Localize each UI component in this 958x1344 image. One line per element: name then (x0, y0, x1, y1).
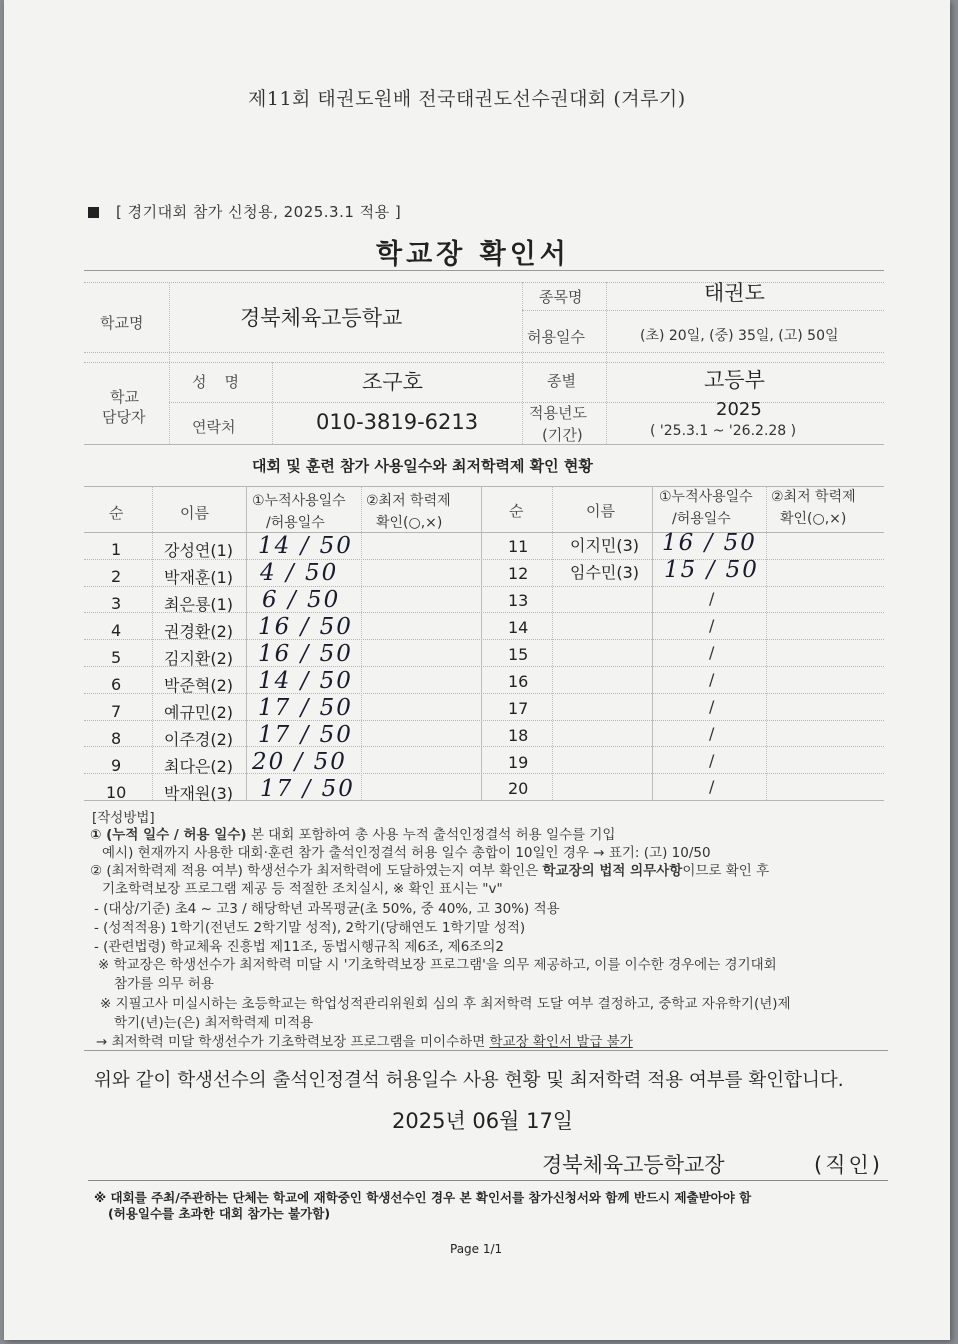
sport-value: 태권도 (704, 281, 765, 305)
row-number: 6 (111, 675, 122, 694)
header-no: 순 (109, 504, 124, 522)
document-page (4, 0, 950, 1340)
days-cell: / (709, 616, 715, 635)
guide-line: ② (최저학력제 적용 여부) 학생선수가 최저학력에 도달하였는지 여부 확인은 학교장의 법적 의무사항이므로 확인 후 (90, 863, 770, 879)
year-label: 적용년도 (529, 404, 587, 422)
seal-placeholder: (직인) (814, 1153, 883, 1177)
allowed-days-value: (초) 20일, (중) 35일, (고) 50일 (640, 328, 839, 344)
guide-line: - (성적적용) 1학기(전년도 2학기말 성적), 2학기(당해연도 1학기말 성적) (94, 920, 526, 936)
days-cell: / (709, 697, 715, 716)
guide-line: - (대상/기준) 초4 ~ 고3 / 해당학년 과목평균(초 50%, 중 40%, 고 30%) 적용 (94, 901, 560, 917)
row-number: 19 (508, 753, 529, 772)
guide-line: 기초학력보장 프로그램 제공 등 적절한 조치실시, ※ 확인 표시는 "v" (102, 881, 503, 897)
square-bullet-icon (88, 207, 99, 218)
table-rule (652, 486, 653, 800)
sport-label: 종목명 (539, 288, 583, 306)
table-rule (272, 362, 273, 444)
guide-line: 참가를 의무 허용 (114, 976, 214, 992)
row-number: 9 (111, 756, 122, 775)
section-divider (88, 1180, 888, 1181)
row-number: 10 (106, 783, 127, 802)
row-number: 16 (508, 672, 529, 691)
table-rule (84, 532, 884, 533)
handwritten-days: 16 / 50 (258, 641, 353, 667)
handwritten-days: 14 / 50 (258, 668, 353, 694)
header-check-line1: ②최저 학력제 (366, 493, 451, 509)
manager-label-line1: 학교 (110, 388, 139, 406)
school-name-value: 경북체육고등학교 (240, 306, 403, 330)
row-number: 1 (111, 540, 122, 559)
table-rule (84, 352, 884, 353)
handwritten-days: 20 / 50 (252, 749, 347, 775)
guide-heading: [작성방법] (92, 810, 155, 826)
guide-line: ※ 지필고사 미실시하는 초등학교는 학업성적관리위원회 심의 후 최저학력 도달 여부 결정하고, 중학교 자유학기(년)제 (100, 996, 791, 1012)
handwritten-days: 16 / 50 (258, 614, 353, 640)
handwritten-days: 16 / 50 (662, 530, 757, 556)
student-name: 최은룡(1) (164, 595, 234, 614)
footnote-line1: ※ 대회를 주최/주관하는 단체는 학교에 재학중인 학생선수인 경우 본 확인서를 참가신청서와 함께 반드시 제출받아야 함 (94, 1190, 752, 1205)
days-cell: / (709, 589, 715, 608)
guide-line: → 최저학력 미달 학생선수가 기초학력보장 프로그램을 미이수하면 학교장 확인서 발급 불가 (96, 1034, 633, 1050)
contact-label: 연락처 (192, 418, 236, 436)
header-check-right-line2: 확인(○,×) (780, 511, 847, 527)
row-number: 13 (508, 591, 529, 610)
student-name: 최다은(2) (164, 757, 234, 776)
row-number: 5 (111, 648, 122, 667)
guide-line: 학기(년)는(은) 최저학력제 미적용 (114, 1015, 314, 1031)
header-days-line2: /허용일수 (266, 515, 325, 531)
row-number: 17 (508, 699, 529, 718)
row-number: 7 (111, 702, 122, 721)
table-rule (84, 270, 884, 271)
table-rule (766, 486, 767, 800)
allowed-days-label: 허용일수 (527, 328, 585, 346)
header-days-right-line1: ①누적사용일수 (659, 489, 753, 505)
event-title: 제11회 태권도원배 전국태권도선수권대회 (겨루기) (248, 88, 686, 110)
header-check-line2: 확인(○,×) (376, 515, 443, 531)
row-number: 12 (508, 564, 529, 583)
row-number: 3 (111, 594, 122, 613)
student-name: 예규민(2) (164, 703, 234, 722)
manager-label-line2: 담당자 (102, 408, 146, 426)
division-value: 고등부 (704, 368, 765, 392)
student-name: 박준혁(2) (164, 676, 234, 695)
student-name: 임수민(3) (570, 563, 640, 582)
form-usage-note: [ 경기대회 참가 신청용, 2025.3.1 적용 ] (116, 203, 402, 221)
confirmation-statement: 위와 같이 학생선수의 출석인정결석 허용일수 사용 현황 및 최저학력 적용 여부를 확인합니다. (94, 1070, 844, 1091)
document-title: 학교장 확인서 (376, 239, 570, 270)
header-name: 이름 (180, 504, 209, 522)
table-rule (481, 486, 482, 800)
days-cell: / (709, 777, 715, 796)
days-cell: / (709, 643, 715, 662)
period-value: ( '25.3.1 ~ '26.2.28 ) (650, 423, 797, 439)
row-number: 2 (111, 567, 122, 586)
table-rule (169, 402, 884, 403)
table-rule (606, 282, 607, 444)
row-number: 8 (111, 729, 122, 748)
handwritten-days: 17 / 50 (258, 695, 353, 721)
days-cell: / (709, 724, 715, 743)
row-number: 11 (508, 537, 529, 556)
section-title: 대회 및 훈련 참가 사용일수와 최저학력제 확인 현황 (252, 457, 593, 475)
days-cell: / (709, 670, 715, 689)
guide-line: - (관련법령) 학교체육 진흥법 제11조, 동법시행규칙 제6조, 제6조의2 (94, 939, 504, 955)
guide-line: ① (누적 일수 / 허용 일수) 본 대회 포함하여 총 사용 누적 출석인정결석 허용 일수를 기입 (90, 827, 616, 843)
row-number: 20 (508, 779, 529, 798)
table-rule (522, 282, 523, 444)
header-days-right-line2: /허용일수 (672, 511, 731, 527)
days-cell: / (709, 751, 715, 770)
school-name-label: 학교명 (100, 314, 144, 332)
name-label: 성명 (192, 373, 257, 391)
table-rule (152, 486, 153, 800)
row-number: 4 (111, 621, 122, 640)
student-name: 권경환(2) (164, 622, 234, 641)
year-value: 2025 (716, 399, 762, 420)
header-days-line1: ①누적사용일수 (252, 493, 346, 509)
period-label: (기간) (542, 426, 583, 444)
row-number: 18 (508, 726, 529, 745)
table-rule (84, 362, 884, 363)
student-name: 이주경(2) (164, 730, 234, 749)
handwritten-days: 17 / 50 (260, 776, 355, 802)
table-rule (84, 444, 884, 445)
confirmation-date: 2025년 06월 17일 (392, 1109, 574, 1133)
student-name: 이지민(3) (570, 536, 640, 555)
guide-line: ※ 학교장은 학생선수가 최저학력 미달 시 '기초학력보장 프로그램'을 의무 제공하고, 이를 이수한 경우에는 경기대회 (98, 957, 777, 973)
handwritten-days: 14 / 50 (258, 533, 353, 559)
manager-name-value: 조구호 (362, 370, 423, 394)
table-rule (552, 486, 553, 800)
table-rule (522, 310, 884, 311)
table-rule (84, 486, 884, 487)
guide-line: 예시) 현재까지 사용한 대회·훈련 참가 출석인정결석 허용 일수 총합이 10일인 경우 → 표기: (고) 10/50 (102, 845, 711, 861)
header-check-right-line1: ②최저 학력제 (771, 489, 856, 505)
footnote-line2: (허용일수를 초과한 대회 참가는 불가함) (108, 1206, 331, 1221)
student-name: 강성연(1) (164, 541, 234, 560)
principal-title: 경북체육고등학교장 (542, 1153, 725, 1177)
student-name: 박재원(3) (164, 784, 234, 803)
row-number: 14 (508, 618, 529, 637)
section-divider (84, 1050, 888, 1051)
table-rule (246, 486, 247, 800)
division-label: 종별 (547, 372, 576, 390)
table-rule (361, 486, 362, 800)
handwritten-days: 17 / 50 (258, 722, 353, 748)
student-name: 김지환(2) (164, 649, 234, 668)
contact-value: 010-3819-6213 (316, 410, 479, 434)
header-name-right: 이름 (586, 502, 615, 520)
student-name: 박재훈(1) (164, 568, 234, 587)
page-number: Page 1/1 (450, 1242, 503, 1256)
handwritten-days: 4 / 50 (260, 560, 339, 586)
header-no-right: 순 (509, 502, 524, 520)
table-rule (169, 282, 170, 444)
handwritten-days: 15 / 50 (664, 557, 759, 583)
row-number: 15 (508, 645, 529, 664)
handwritten-days: 6 / 50 (262, 587, 341, 613)
